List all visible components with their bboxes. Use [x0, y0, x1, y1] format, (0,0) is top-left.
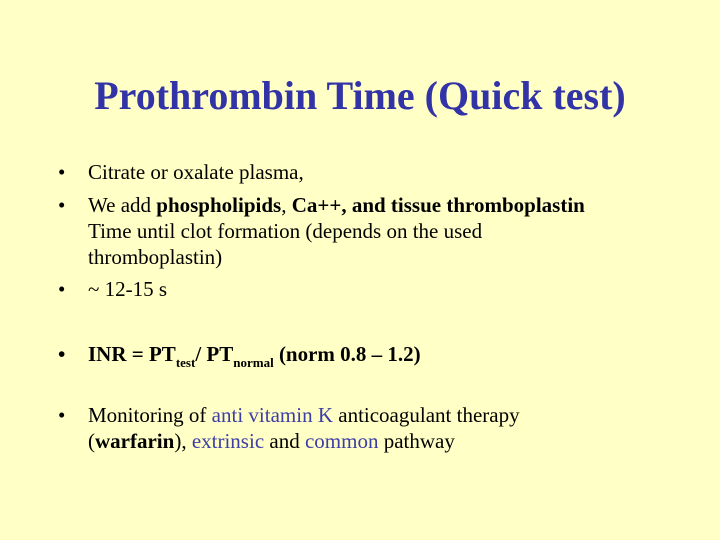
- bullet-dot: •: [58, 403, 66, 427]
- bullet-reagents-line3: thromboplastin): [88, 245, 223, 269]
- text-and: and: [264, 429, 305, 453]
- bullet-inr: [58, 341, 421, 370]
- inr-formula: [88, 341, 421, 370]
- bullet-dot: •: [58, 342, 66, 366]
- text-comma: ,: [281, 193, 292, 217]
- inr-norm: (norm 0.8 – 1.2): [273, 342, 421, 366]
- inr-slash: / PT: [195, 342, 234, 366]
- subscript-test: test: [175, 355, 196, 370]
- bullet-reagents-line2: Time until clot formation (depends on the used: [88, 219, 483, 243]
- bullet-monitoring: [58, 402, 520, 429]
- bullet-text: Citrate or oxalate plasma,: [88, 160, 304, 184]
- text-calcium: Ca++: [291, 193, 342, 217]
- text-extrinsic: extrinsic: [191, 429, 265, 453]
- bullet-text: ~ 12-15 s: [88, 277, 168, 301]
- bullet-dot: •: [58, 193, 66, 217]
- text-phospholipids: phospholipids: [156, 193, 282, 217]
- bullet-text: [88, 192, 585, 219]
- text-anti-vitamin-k: anti vitamin K: [211, 403, 333, 427]
- text-pathway: pathway: [378, 429, 455, 453]
- bullet-dot: •: [58, 160, 66, 184]
- text-therapy: anticoagulant therapy: [333, 403, 520, 427]
- inr-label: INR = PT: [88, 342, 176, 366]
- bullet-reagents: [58, 192, 585, 219]
- text-monitoring: Monitoring of: [88, 403, 212, 427]
- text-open-paren: (: [88, 429, 95, 453]
- text-we-add: We add: [88, 193, 157, 217]
- text-warfarin: warfarin: [95, 429, 175, 453]
- text-close-paren: ),: [174, 429, 192, 453]
- bullet-citrate: [58, 159, 304, 186]
- bullet-monitoring-line2: [88, 428, 455, 455]
- bullet-normal-range: [58, 276, 167, 303]
- bullet-dot: •: [58, 277, 66, 301]
- text-common: common: [304, 429, 379, 453]
- slide-title: Prothrombin Time (Quick test): [94, 73, 626, 118]
- bullet-text: [88, 402, 520, 429]
- text-tissue-thromboplastin: , and tissue thromboplastin: [341, 193, 585, 217]
- subscript-normal: normal: [233, 355, 274, 370]
